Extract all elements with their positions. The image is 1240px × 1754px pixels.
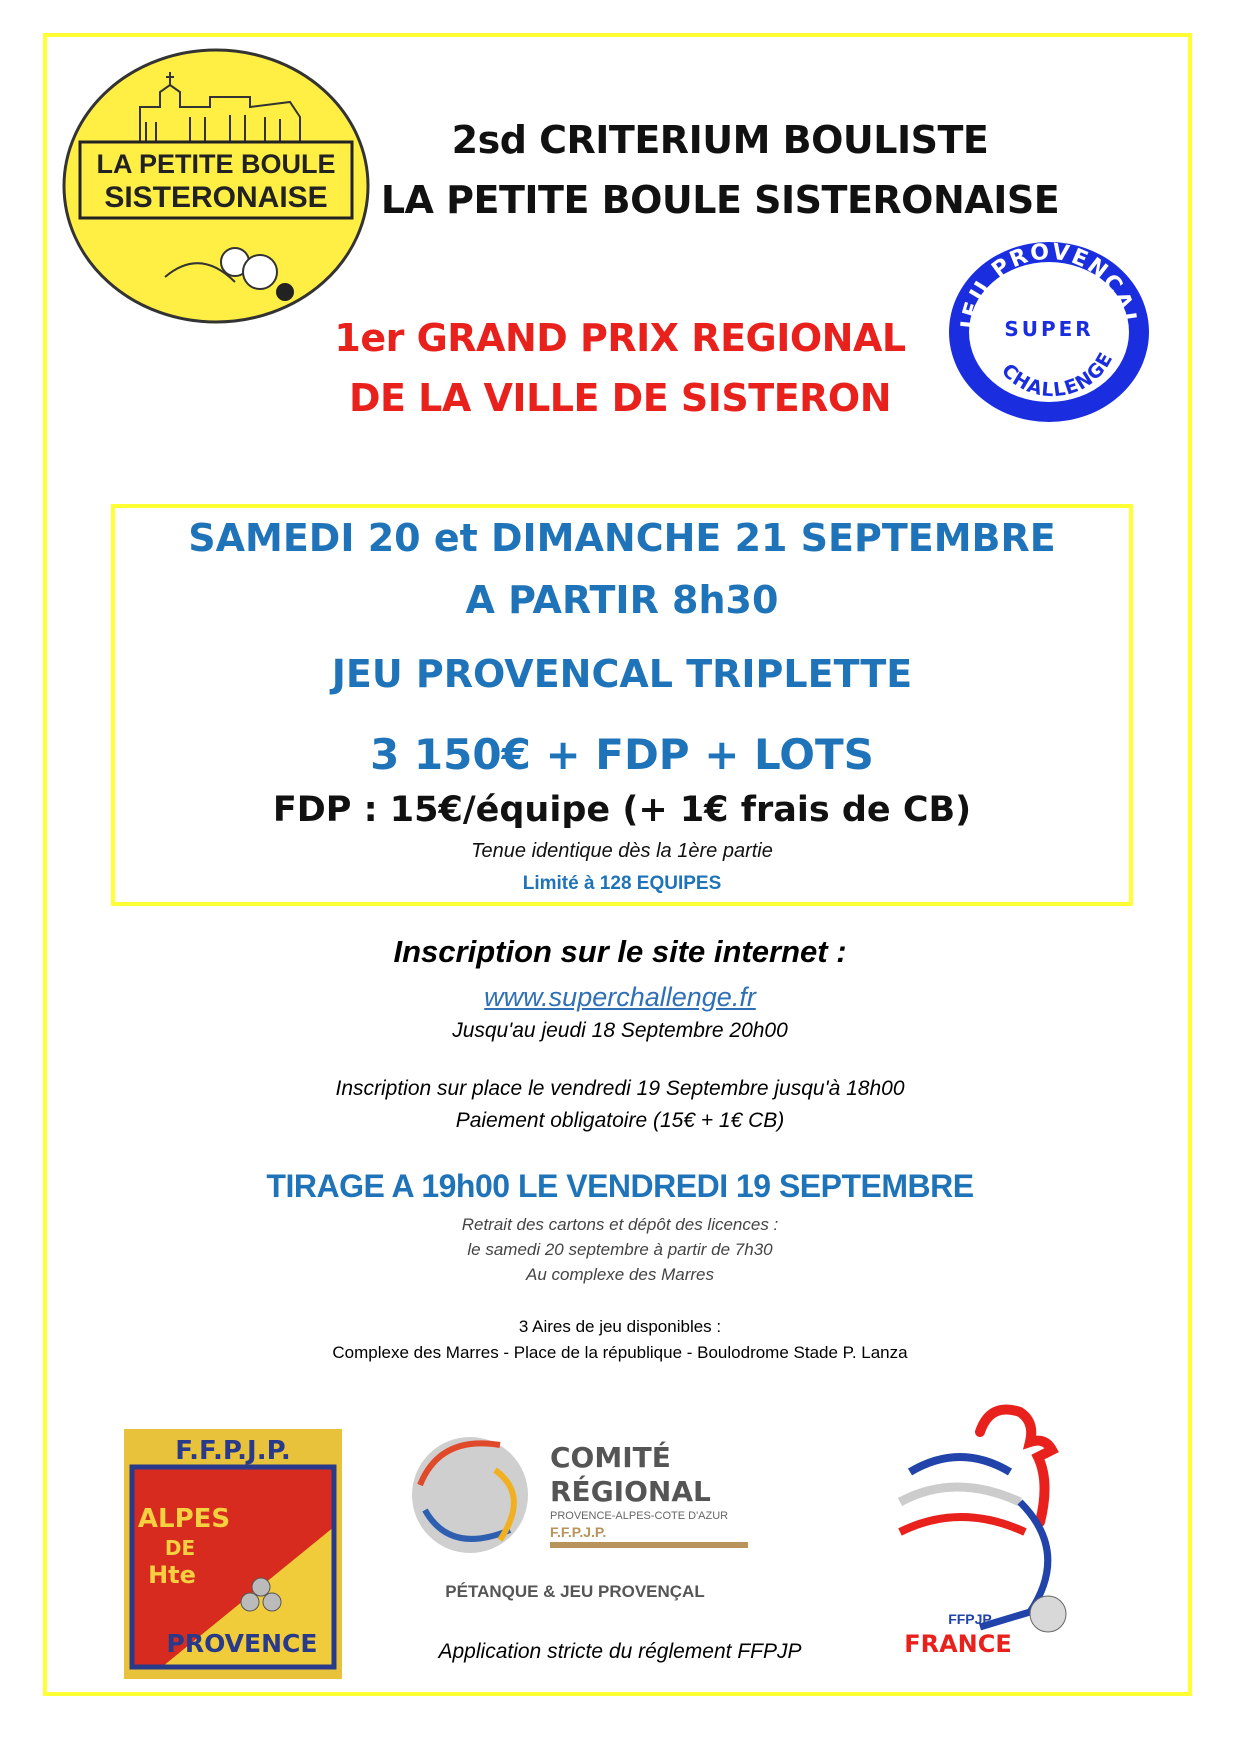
badge-line2: DE	[164, 1536, 196, 1560]
club-logo-line2: SISTERONAISE	[104, 181, 328, 214]
registration-link[interactable]: www.superchallenge.fr	[484, 982, 756, 1012]
ffpjp-small-text: FFPJP	[948, 1611, 992, 1627]
title-line2: LA PETITE BOULE SISTERONAISE	[380, 178, 1060, 222]
registration-heading: Inscription sur le site internet :	[393, 934, 847, 969]
badge-top-text: F.F.P.J.P.	[175, 1436, 291, 1466]
event-format: JEU PROVENCAL TRIPLETTE	[331, 652, 913, 696]
subtitle-line1: 1er GRAND PRIX REGIONAL	[334, 316, 906, 360]
event-fee: FDP : 15€/équipe (+ 1€ frais de CB)	[272, 790, 972, 830]
club-logo-line1: LA PETITE BOULE	[96, 149, 336, 179]
badge-bottom-text: PROVENCE	[166, 1629, 318, 1658]
badge-line1: ALPES	[137, 1504, 231, 1534]
club-logo	[60, 47, 372, 325]
comite-line1: COMITÉ	[550, 1441, 671, 1474]
subtitle-line2: DE LA VILLE DE SISTERON	[348, 376, 892, 420]
title-line1: 2sd CRITERIUM BOULISTE	[451, 118, 989, 162]
comite-line2: RÉGIONAL	[550, 1475, 711, 1508]
comite-line5: PÉTANQUE & JEU PROVENÇAL	[445, 1582, 705, 1601]
venues-heading: 3 Aires de jeu disponibles :	[518, 1317, 722, 1336]
comite-line3: PROVENCE-ALPES-COTE D'AZUR	[550, 1510, 729, 1522]
comite-regional-logo	[400, 1415, 760, 1615]
draw-line1: Retrait des cartons et dépôt des licences :	[461, 1215, 779, 1234]
event-team-limit: Limité à 128 EQUIPES	[522, 873, 722, 894]
draw-heading: TIRAGE A 19h00 LE VENDREDI 19 SEPTEMBRE	[266, 1168, 974, 1204]
comite-line4: F.F.P.J.P.	[550, 1524, 607, 1540]
challenge-center: SUPER	[1004, 317, 1094, 341]
event-prize: 3 150€ + FDP + LOTS	[370, 730, 874, 779]
badge-line3: Hte	[148, 1561, 196, 1589]
venues-list: Complexe des Marres - Place de la république - Boulodrome Stade P. Lanza	[332, 1343, 908, 1362]
event-start-time: A PARTIR 8h30	[465, 578, 779, 622]
event-dates: SAMEDI 20 et DIMANCHE 21 SEPTEMBRE	[188, 516, 1056, 560]
registration-onsite: Inscription sur place le vendredi 19 Septembre jusqu'à 18h00	[335, 1077, 905, 1100]
registration-deadline: Jusqu'au jeudi 18 Septembre 20h00	[452, 1019, 788, 1042]
challenge-arc-bottom: CHALLENGE	[997, 348, 1118, 402]
challenge-arc-top: JEU PROVENCAL	[956, 239, 1142, 331]
footer-rules: Application stricte du réglement FFPJP	[438, 1640, 802, 1663]
ffpjp-country-text: FRANCE	[904, 1630, 1012, 1658]
ffpjp-france-logo	[870, 1402, 1110, 1668]
registration-payment: Paiement obligatoire (15€ + 1€ CB)	[455, 1109, 785, 1132]
event-dress-code: Tenue identique dès la 1ère partie	[471, 840, 773, 862]
ffpjp-alpes-badge	[122, 1427, 344, 1681]
draw-line3: Au complexe des Marres	[525, 1265, 715, 1284]
draw-line2: le samedi 20 septembre à partir de 7h30	[467, 1240, 773, 1259]
